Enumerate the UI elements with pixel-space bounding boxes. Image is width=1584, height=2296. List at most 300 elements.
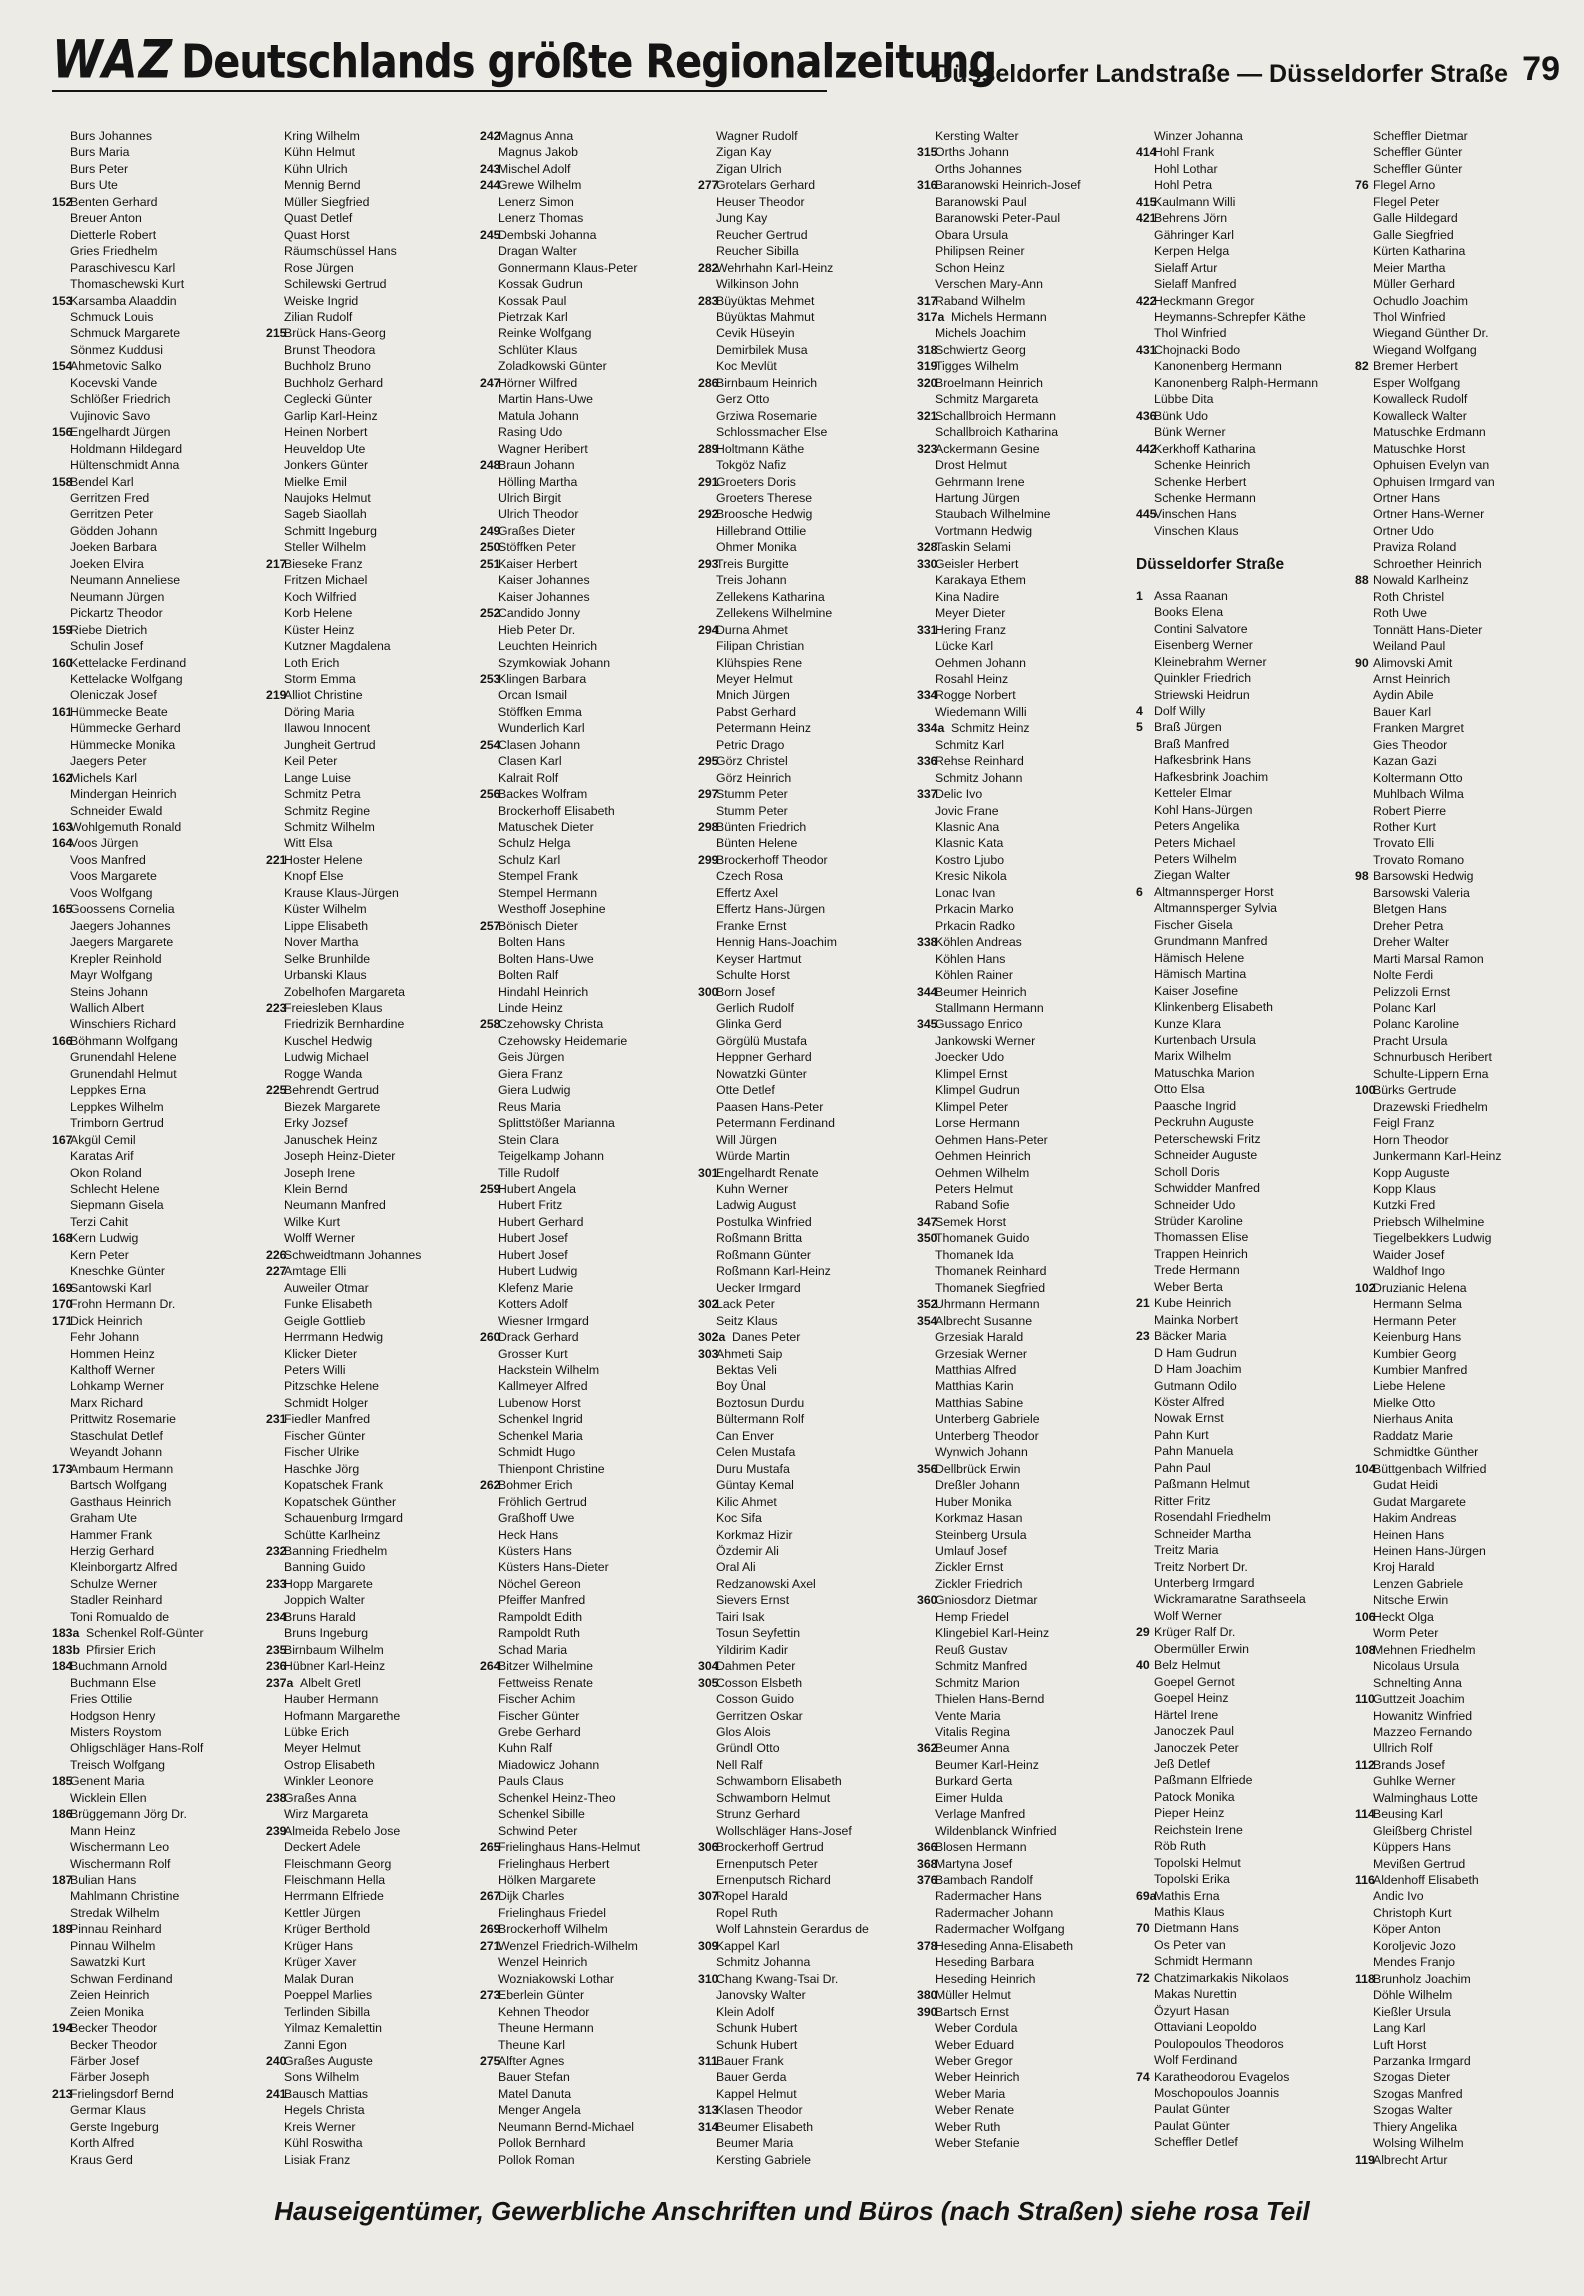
directory-entry (917, 2004, 1127, 2020)
directory-entry (917, 1839, 1127, 1855)
resident-name: Wickramaratne Sarathseela (1154, 1592, 1306, 1607)
resident-name: Petermann Heinz (716, 721, 812, 736)
resident-name: Hültenschmidt Anna (70, 458, 180, 473)
directory-entry (917, 1378, 1127, 1394)
directory-entry (266, 1658, 476, 1674)
resident-name: Hafkesbrink Joachim (1154, 769, 1269, 784)
directory-entry (1136, 424, 1346, 440)
resident-name: Weber Berta (1154, 1279, 1223, 1294)
house-number: 221 (266, 852, 287, 867)
resident-name: Korth Alfred (70, 2136, 135, 2151)
resident-name: Trappen Heinrich (1154, 1246, 1248, 1261)
directory-entry (266, 1296, 476, 1312)
resident-name: Matuschke Erdmann (1373, 425, 1486, 440)
resident-name: Vitalis Regina (935, 1724, 1010, 1739)
directory-entry (1136, 1838, 1346, 1854)
house-number: 257 (480, 918, 501, 933)
house-number: 302a (698, 1330, 726, 1345)
directory-entry (1355, 2037, 1565, 2053)
house-number: 277 (698, 178, 719, 193)
resident-name: Schlüter Klaus (498, 342, 578, 357)
directory-entry (698, 1197, 908, 1213)
directory-entry (266, 408, 476, 424)
directory-entry (1355, 325, 1565, 341)
resident-name: Franke Ernst (716, 918, 787, 933)
resident-name: Beumer Anna (935, 1741, 1010, 1756)
directory-entry (1136, 2036, 1346, 2052)
house-number: 236 (266, 1659, 287, 1674)
directory-entry (1355, 1773, 1565, 1789)
resident-name: Zeien Monika (70, 2004, 144, 2019)
resident-name: Wolf Ferdinand (1154, 2053, 1238, 2068)
directory-entry (917, 276, 1127, 292)
resident-name: Gudat Heidi (1373, 1478, 1438, 1493)
directory-entry (1355, 934, 1565, 950)
resident-name: Klicker Dieter (284, 1346, 358, 1361)
directory-entry (266, 2004, 476, 2020)
resident-name: Peters Angelika (1154, 819, 1240, 834)
resident-name: Wirz Margareta (284, 1807, 369, 1822)
directory-entry (1136, 309, 1346, 325)
resident-name: Wiegand Günther Dr. (1373, 326, 1489, 341)
resident-name: Boztosun Durdu (716, 1395, 805, 1410)
resident-name: Thomaschewski Kurt (70, 277, 185, 292)
directory-entry (266, 375, 476, 391)
directory-entry (917, 391, 1127, 407)
directory-entry (1136, 1690, 1346, 1706)
house-number: 352 (917, 1297, 938, 1312)
resident-name: Treitz Norbert Dr. (1154, 1559, 1248, 1574)
directory-entry (698, 572, 908, 588)
directory-entry (266, 1428, 476, 1444)
directory-entry (1355, 309, 1565, 325)
directory-entry (1355, 901, 1565, 917)
directory-entry (52, 1592, 262, 1608)
resident-name: Zobelhofen Margareta (284, 984, 405, 999)
resident-name: Kühl Roswitha (284, 2136, 363, 2151)
resident-name: Gonnermann Klaus-Peter (498, 260, 638, 275)
directory-entry (480, 1592, 690, 1608)
resident-name: Kanonenberg Hermann (1154, 359, 1282, 374)
resident-name: Bünk Udo (1154, 408, 1209, 423)
directory-entry (1136, 1674, 1346, 1690)
resident-name: Steinberg Ursula (935, 1527, 1027, 1542)
resident-name: Schunk Hubert (716, 2037, 798, 2052)
resident-name: Szogas Manfred (1373, 2086, 1463, 2101)
resident-name: Westhoff Josephine (498, 902, 606, 917)
resident-name: Okon Roland (70, 1165, 142, 1180)
resident-name: Magnus Anna (498, 129, 574, 143)
resident-name: Buchholz Bruno (284, 359, 371, 374)
house-number: 240 (266, 2054, 287, 2069)
directory-entry (698, 1708, 908, 1724)
directory-entry (52, 1477, 262, 1493)
directory-entry (1355, 1395, 1565, 1411)
resident-name: Aydin Abile (1373, 688, 1434, 703)
resident-name: Czehowsky Heidemarie (498, 1033, 628, 1048)
house-number: 168 (52, 1231, 73, 1246)
resident-name: Frielinghaus Hans-Helmut (498, 1840, 641, 1855)
directory-entry (480, 1609, 690, 1625)
directory-entry (917, 1395, 1127, 1411)
resident-name: Fleischmann Hella (284, 1873, 386, 1888)
directory-entry (698, 1971, 908, 1987)
resident-name: Kroj Harald (1373, 1560, 1435, 1575)
directory-entry (52, 1296, 262, 1312)
resident-name: Peterschewski Fritz (1154, 1131, 1261, 1146)
directory-entry (52, 1823, 262, 1839)
directory-entry (698, 556, 908, 572)
house-number: 70 (1136, 1921, 1150, 1936)
directory-entry (480, 1428, 690, 1444)
directory-entry (698, 1461, 908, 1477)
resident-name: Bolten Hans (498, 935, 565, 950)
resident-name: Akgül Cemil (70, 1132, 136, 1147)
resident-name: Selke Brunhilde (284, 951, 371, 966)
directory-entry (698, 391, 908, 407)
resident-name: Jaegers Margarete (70, 935, 174, 950)
resident-name: Obermüller Erwin (1154, 1641, 1249, 1656)
directory-entry (698, 1921, 908, 1937)
directory-entry (52, 2053, 262, 2069)
directory-entry (52, 1625, 262, 1641)
directory-entry (52, 2037, 262, 2053)
directory-entry (698, 1740, 908, 1756)
resident-name: Karsamba Alaaddin (70, 293, 177, 308)
house-number: 315 (917, 145, 938, 160)
resident-name: Fettweiss Renate (498, 1675, 594, 1690)
directory-entry (1355, 984, 1565, 1000)
resident-name: Glos Alois (716, 1724, 771, 1739)
directory-entry (1355, 704, 1565, 720)
resident-name: Bitzer Wilhelmine (498, 1659, 593, 1674)
resident-name: Grunendahl Helmut (70, 1066, 177, 1081)
directory-entry (266, 128, 476, 144)
directory-entry (480, 1066, 690, 1082)
resident-name: Sönmez Kuddusi (70, 342, 163, 357)
house-number: 154 (52, 359, 73, 374)
house-number: 269 (480, 1922, 501, 1937)
resident-name: Joeken Barbara (70, 540, 157, 555)
resident-name: Pahn Kurt (1154, 1427, 1209, 1442)
resident-name: Mann Heinz (70, 1823, 136, 1838)
directory-entry (1355, 1313, 1565, 1329)
resident-name: Klühspies Rene (716, 655, 803, 670)
resident-name: Klasen Theodor (716, 2103, 803, 2118)
directory-entry (266, 1115, 476, 1131)
directory-entry (917, 194, 1127, 210)
resident-name: Sageb Siaollah (284, 507, 367, 522)
directory-entry (52, 309, 262, 325)
directory-entry (480, 786, 690, 802)
directory-entry (1355, 835, 1565, 851)
resident-name: Scheffler Detlef (1154, 2135, 1238, 2150)
resident-name: Kettelacke Wolfgang (70, 671, 183, 686)
directory-entry (698, 1165, 908, 1181)
house-number: 297 (698, 787, 719, 802)
resident-name: Giera Franz (498, 1066, 563, 1081)
resident-name: Dijk Charles (498, 1889, 565, 1904)
directory-entry (1355, 753, 1565, 769)
resident-name: Zoladkowski Günter (498, 359, 607, 374)
directory-entry (266, 1921, 476, 1937)
resident-name: Lorse Hermann (935, 1116, 1020, 1131)
directory-entry (52, 358, 262, 374)
resident-name: Hubert Angela (498, 1182, 576, 1196)
directory-entry (52, 2102, 262, 2118)
directory-entry (1355, 1477, 1565, 1493)
house-number: 184 (52, 1659, 73, 1674)
directory-entry (1355, 506, 1565, 522)
directory-entry (698, 638, 908, 654)
resident-name: Ludwig Michael (284, 1050, 369, 1065)
directory-entry (698, 1905, 908, 1921)
resident-name: Polanc Karoline (1373, 1017, 1460, 1032)
resident-name: Wilke Kurt (284, 1214, 341, 1229)
directory-entry (1136, 523, 1346, 539)
resident-name: Cevik Hüseyin (716, 326, 795, 341)
directory-entry (698, 1823, 908, 1839)
directory-entry (480, 984, 690, 1000)
directory-entry (480, 572, 690, 588)
directory-entry (480, 1642, 690, 1658)
directory-entry (52, 227, 262, 243)
resident-name: Kocevski Vande (70, 375, 158, 390)
resident-name: Luft Horst (1373, 2037, 1427, 2052)
directory-entry (698, 1642, 908, 1658)
directory-entry (480, 375, 690, 391)
directory-entry (1136, 687, 1346, 703)
resident-name: Herrmann Elfriede (284, 1889, 384, 1904)
resident-name: Trimborn Gertrud (70, 1116, 164, 1131)
directory-entry (266, 2135, 476, 2151)
house-number: 169 (52, 1280, 73, 1295)
resident-name: Poulopoulos Theodoros (1154, 2036, 1284, 2051)
house-number: 390 (917, 2004, 938, 2019)
directory-entry (52, 276, 262, 292)
directory-entry (917, 589, 1127, 605)
house-number: 256 (480, 787, 501, 802)
resident-name: Matuschke Horst (1373, 441, 1466, 456)
resident-name: Fischer Gisela (1154, 917, 1233, 932)
resident-name: Nöchel Gereon (498, 1576, 581, 1591)
house-number: 344 (917, 984, 938, 999)
directory-entry (266, 572, 476, 588)
house-number: 414 (1136, 145, 1157, 160)
house-number: 380 (917, 1988, 938, 2003)
resident-name: Muhlbach Wilma (1373, 787, 1464, 802)
resident-name: Pietrzak Karl (498, 309, 568, 324)
resident-name: Geigle Gottlieb (284, 1313, 366, 1328)
house-number: 241 (266, 2086, 287, 2101)
directory-entry (1136, 194, 1346, 210)
resident-name: Meier Martha (1373, 260, 1446, 275)
house-number: 309 (698, 1938, 719, 1953)
directory-entry (698, 1790, 908, 1806)
resident-name: Müller Helmut (935, 1988, 1011, 2003)
directory-entry (52, 1230, 262, 1246)
directory-entry (1136, 2101, 1346, 2117)
resident-name: Erky Jozsef (284, 1116, 348, 1131)
directory-entry (1355, 1214, 1565, 1230)
resident-name: Ortner Hans (1373, 490, 1440, 505)
house-number: 330 (917, 556, 938, 571)
directory-entry (480, 2004, 690, 2020)
directory-entry (266, 2069, 476, 2085)
directory-entry (917, 2119, 1127, 2135)
resident-name: Burs Peter (70, 161, 129, 176)
directory-entry (1136, 325, 1346, 341)
resident-name: Banning Guido (284, 1560, 366, 1575)
directory-entry (1355, 474, 1565, 490)
resident-name: Radermacher Wolfgang (935, 1922, 1065, 1937)
resident-name: Albrecht Susanne (935, 1313, 1033, 1328)
resident-name: Vortmann Hedwig (935, 523, 1033, 538)
resident-name: Wolsing Wilhelm (1373, 2136, 1464, 2151)
resident-name: Treis Burgitte (716, 556, 789, 571)
resident-name: Arnst Heinrich (1373, 671, 1451, 686)
directory-entry (480, 622, 690, 638)
resident-name: Giera Ludwig (498, 1083, 571, 1098)
directory-entry (917, 1132, 1127, 1148)
directory-entry (1136, 1016, 1346, 1032)
resident-name: Wilkinson John (716, 277, 799, 292)
resident-name: Nierhaus Anita (1373, 1412, 1453, 1427)
resident-name: Ketteler Elmar (1154, 786, 1232, 801)
resident-name: Leppkes Wilhelm (70, 1099, 164, 1114)
resident-name: Pieper Heinz (1154, 1806, 1225, 1821)
directory-entry (1355, 572, 1565, 588)
resident-name: Effertz Hans-Jürgen (716, 902, 826, 917)
house-number: 187 (52, 1873, 73, 1888)
directory-entry (917, 1888, 1127, 1904)
house-number: 69a (1136, 1888, 1157, 1903)
resident-name: Bieseke Franz (284, 556, 363, 571)
directory-entry (266, 1888, 476, 1904)
resident-name: Nover Martha (284, 935, 359, 950)
resident-name: Ottaviani Leopoldo (1154, 2020, 1257, 2035)
directory-entry (1355, 457, 1565, 473)
resident-name: Ochudlo Joachim (1373, 293, 1469, 308)
directory-entry (698, 1691, 908, 1707)
resident-name: Oehmen Hans-Peter (935, 1132, 1048, 1147)
house-number: 239 (266, 1823, 287, 1838)
resident-name: Petric Drago (716, 737, 785, 752)
resident-name: Witt Elsa (284, 836, 333, 851)
directory-entry (698, 227, 908, 243)
resident-name: Riebe Dietrich (70, 622, 148, 637)
directory-entry (698, 309, 908, 325)
directory-entry (480, 1033, 690, 1049)
resident-name: Joppich Walter (284, 1593, 365, 1608)
directory-entry (698, 1016, 908, 1032)
resident-name: Koc Sifa (716, 1511, 762, 1526)
directory-entry (917, 243, 1127, 259)
directory-entry (1136, 1871, 1346, 1887)
directory-entry (1355, 1000, 1565, 1016)
resident-name: Petermann Ferdinand (716, 1116, 835, 1131)
resident-name: Hillebrand Ottilie (716, 523, 807, 538)
resident-name: Klimpel Ernst (935, 1066, 1008, 1081)
resident-name: Alimovski Amit (1373, 655, 1453, 670)
directory-entry (1136, 654, 1346, 670)
directory-entry (698, 2069, 908, 2085)
house-number: 299 (698, 852, 719, 867)
resident-name: Otte Detlef (716, 1083, 775, 1098)
directory-entry (52, 1954, 262, 1970)
directory-entry (1355, 1592, 1565, 1608)
resident-name: Born Josef (716, 984, 775, 999)
resident-name: Duru Mustafa (716, 1461, 790, 1476)
directory-entry (480, 1625, 690, 1641)
resident-name: Grosser Kurt (498, 1346, 568, 1361)
resident-name: Scheffler Dietmar (1373, 129, 1468, 143)
resident-name: Beumer Maria (716, 2136, 794, 2151)
resident-name: Naujoks Helmut (284, 490, 371, 505)
resident-name: Kraus Gerd (70, 2152, 133, 2167)
directory-entry (266, 293, 476, 309)
directory-entry (480, 770, 690, 786)
resident-name: Tokgöz Nafiz (716, 458, 787, 473)
directory-entry (917, 720, 1127, 736)
directory-entry (917, 424, 1127, 440)
directory-entry (917, 1625, 1127, 1641)
resident-name: Stöffken Emma (498, 704, 582, 719)
resident-name: Magnus Jakob (498, 145, 578, 160)
resident-name: Drack Gerhard (498, 1330, 579, 1345)
directory-entry (1355, 868, 1565, 884)
directory-entry (1136, 1641, 1346, 1657)
resident-name: Junkermann Karl-Heinz (1373, 1149, 1502, 1164)
logo-brand: WAZ (52, 28, 174, 91)
resident-name: Müller Siegfried (284, 194, 370, 209)
directory-entry (917, 868, 1127, 884)
directory-entry (698, 868, 908, 884)
resident-name: Backes Wolfram (498, 787, 588, 802)
resident-name: Michels Hermann (951, 309, 1047, 324)
resident-name: Matthias Karin (935, 1379, 1014, 1394)
resident-name: Paraschivescu Karl (70, 260, 176, 275)
directory-column (1355, 128, 1565, 2174)
resident-name: Kutzner Magdalena (284, 639, 391, 654)
resident-name: Semek Horst (935, 1214, 1007, 1229)
resident-name: Wolf Werner (1154, 1608, 1222, 1623)
directory-entry (1355, 1708, 1565, 1724)
directory-entry (698, 1806, 908, 1822)
directory-entry (917, 786, 1127, 802)
directory-entry (266, 1642, 476, 1658)
directory-entry (1136, 1147, 1346, 1163)
resident-name: Breuer Anton (70, 211, 142, 226)
directory-entry (698, 622, 908, 638)
directory-entry (480, 1214, 690, 1230)
directory-entry (480, 1280, 690, 1296)
resident-name: Böhmann Wolfgang (70, 1033, 178, 1048)
directory-entry (480, 457, 690, 473)
resident-name: Jungheit Gertrud (284, 737, 376, 752)
resident-name: Worm Peter (1373, 1626, 1439, 1641)
resident-name: Waldhof Ingo (1373, 1264, 1446, 1279)
resident-name: Burs Ute (70, 178, 118, 193)
directory-entry (52, 803, 262, 819)
directory-entry (1355, 1839, 1565, 1855)
resident-name: Thomassen Elise (1154, 1230, 1249, 1245)
house-number: 23 (1136, 1329, 1150, 1344)
street-section-heading: Düsseldorfer Straße (1136, 556, 1285, 574)
house-number: 249 (480, 523, 501, 538)
resident-name: Sons Wilhelm (284, 2070, 360, 2085)
resident-name: Toni Romualdo de (70, 1609, 170, 1624)
